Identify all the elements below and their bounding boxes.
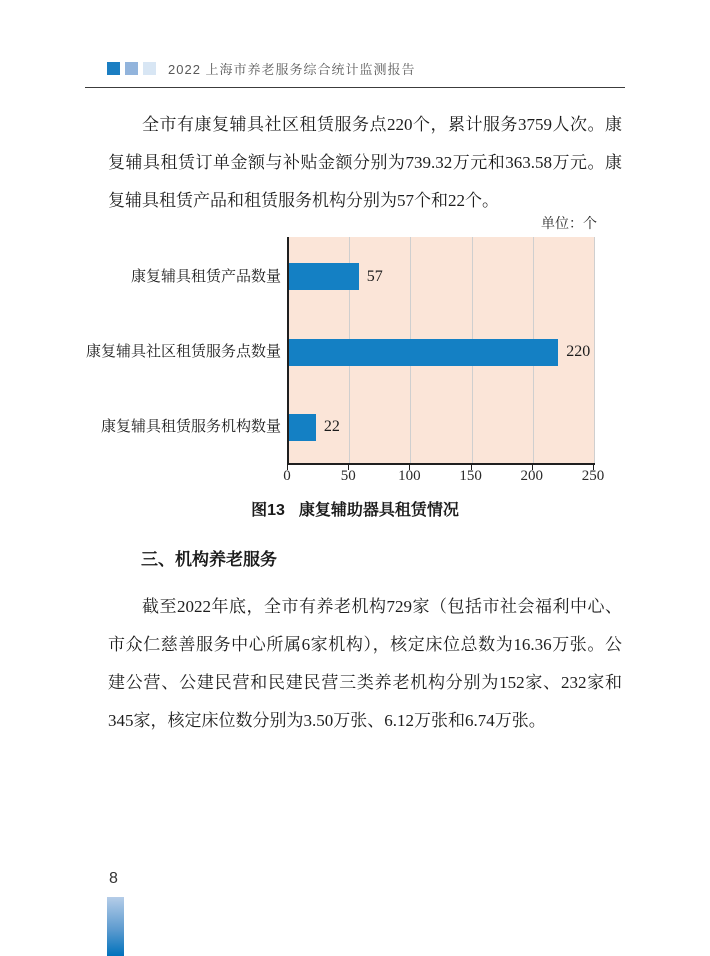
category-label: 康复辅具租赁服务机构数量 — [100, 419, 281, 436]
page-number: 8 — [109, 870, 118, 887]
paragraph-institution-stats: 截至2022年底，全市有养老机构729家（包括市社会福利中心、市众仁慈善服务中心所属6家机构），核定床位总数为16.36万张。公建公营、公建民营和民建民营三类养老机构分别为152家、232家和345家，核定床位数分别为3.50万张、6.12万张和6.74万张。 — [108, 597, 622, 730]
figure-number: 图13 — [251, 502, 285, 519]
chart-unit-label: 单位：个 — [541, 217, 597, 232]
header-divider — [85, 87, 625, 88]
figure-caption — [0, 497, 710, 520]
page-header — [107, 59, 416, 78]
figure-title: 康复辅助器具租赁情况 — [298, 502, 459, 519]
bar-value-label: 220 — [566, 343, 591, 360]
x-tick-label: 200 — [520, 468, 544, 484]
category-label: 康复辅具社区租赁服务点数量 — [85, 344, 281, 360]
gridline — [594, 237, 595, 463]
bar — [289, 414, 316, 441]
bar-value-label: 22 — [323, 418, 340, 436]
x-tick-label: 0 — [283, 468, 291, 484]
bar-value-label: 57 — [366, 267, 383, 285]
bar — [289, 263, 359, 290]
header-square-icon — [143, 62, 156, 75]
x-tick-label: 250 — [581, 468, 605, 484]
bar — [289, 339, 558, 366]
x-tick-label: 100 — [398, 468, 421, 484]
paragraph-rental-stats: 全市有康复辅具社区租赁服务点220个，累计服务3759人次。康复辅具租赁订单金额与补贴金额分别为739.32万元和363.58万元。康复辅具租赁产品和租赁服务机构分别为57个和22个。 — [108, 115, 622, 210]
bar-chart — [0, 237, 710, 499]
header-squares — [107, 62, 156, 75]
report-title: 2022 上海市养老服务综合统计监测报告 — [168, 62, 416, 77]
x-tick-label: 150 — [459, 468, 482, 484]
footer-gradient-bar — [107, 897, 124, 956]
section-heading: 三、机构养老服务 — [141, 550, 277, 569]
header-square-icon — [107, 62, 120, 75]
header-square-icon — [125, 62, 138, 75]
x-tick-label: 50 — [340, 468, 356, 484]
category-label: 康复辅具租赁产品数量 — [130, 268, 281, 285]
